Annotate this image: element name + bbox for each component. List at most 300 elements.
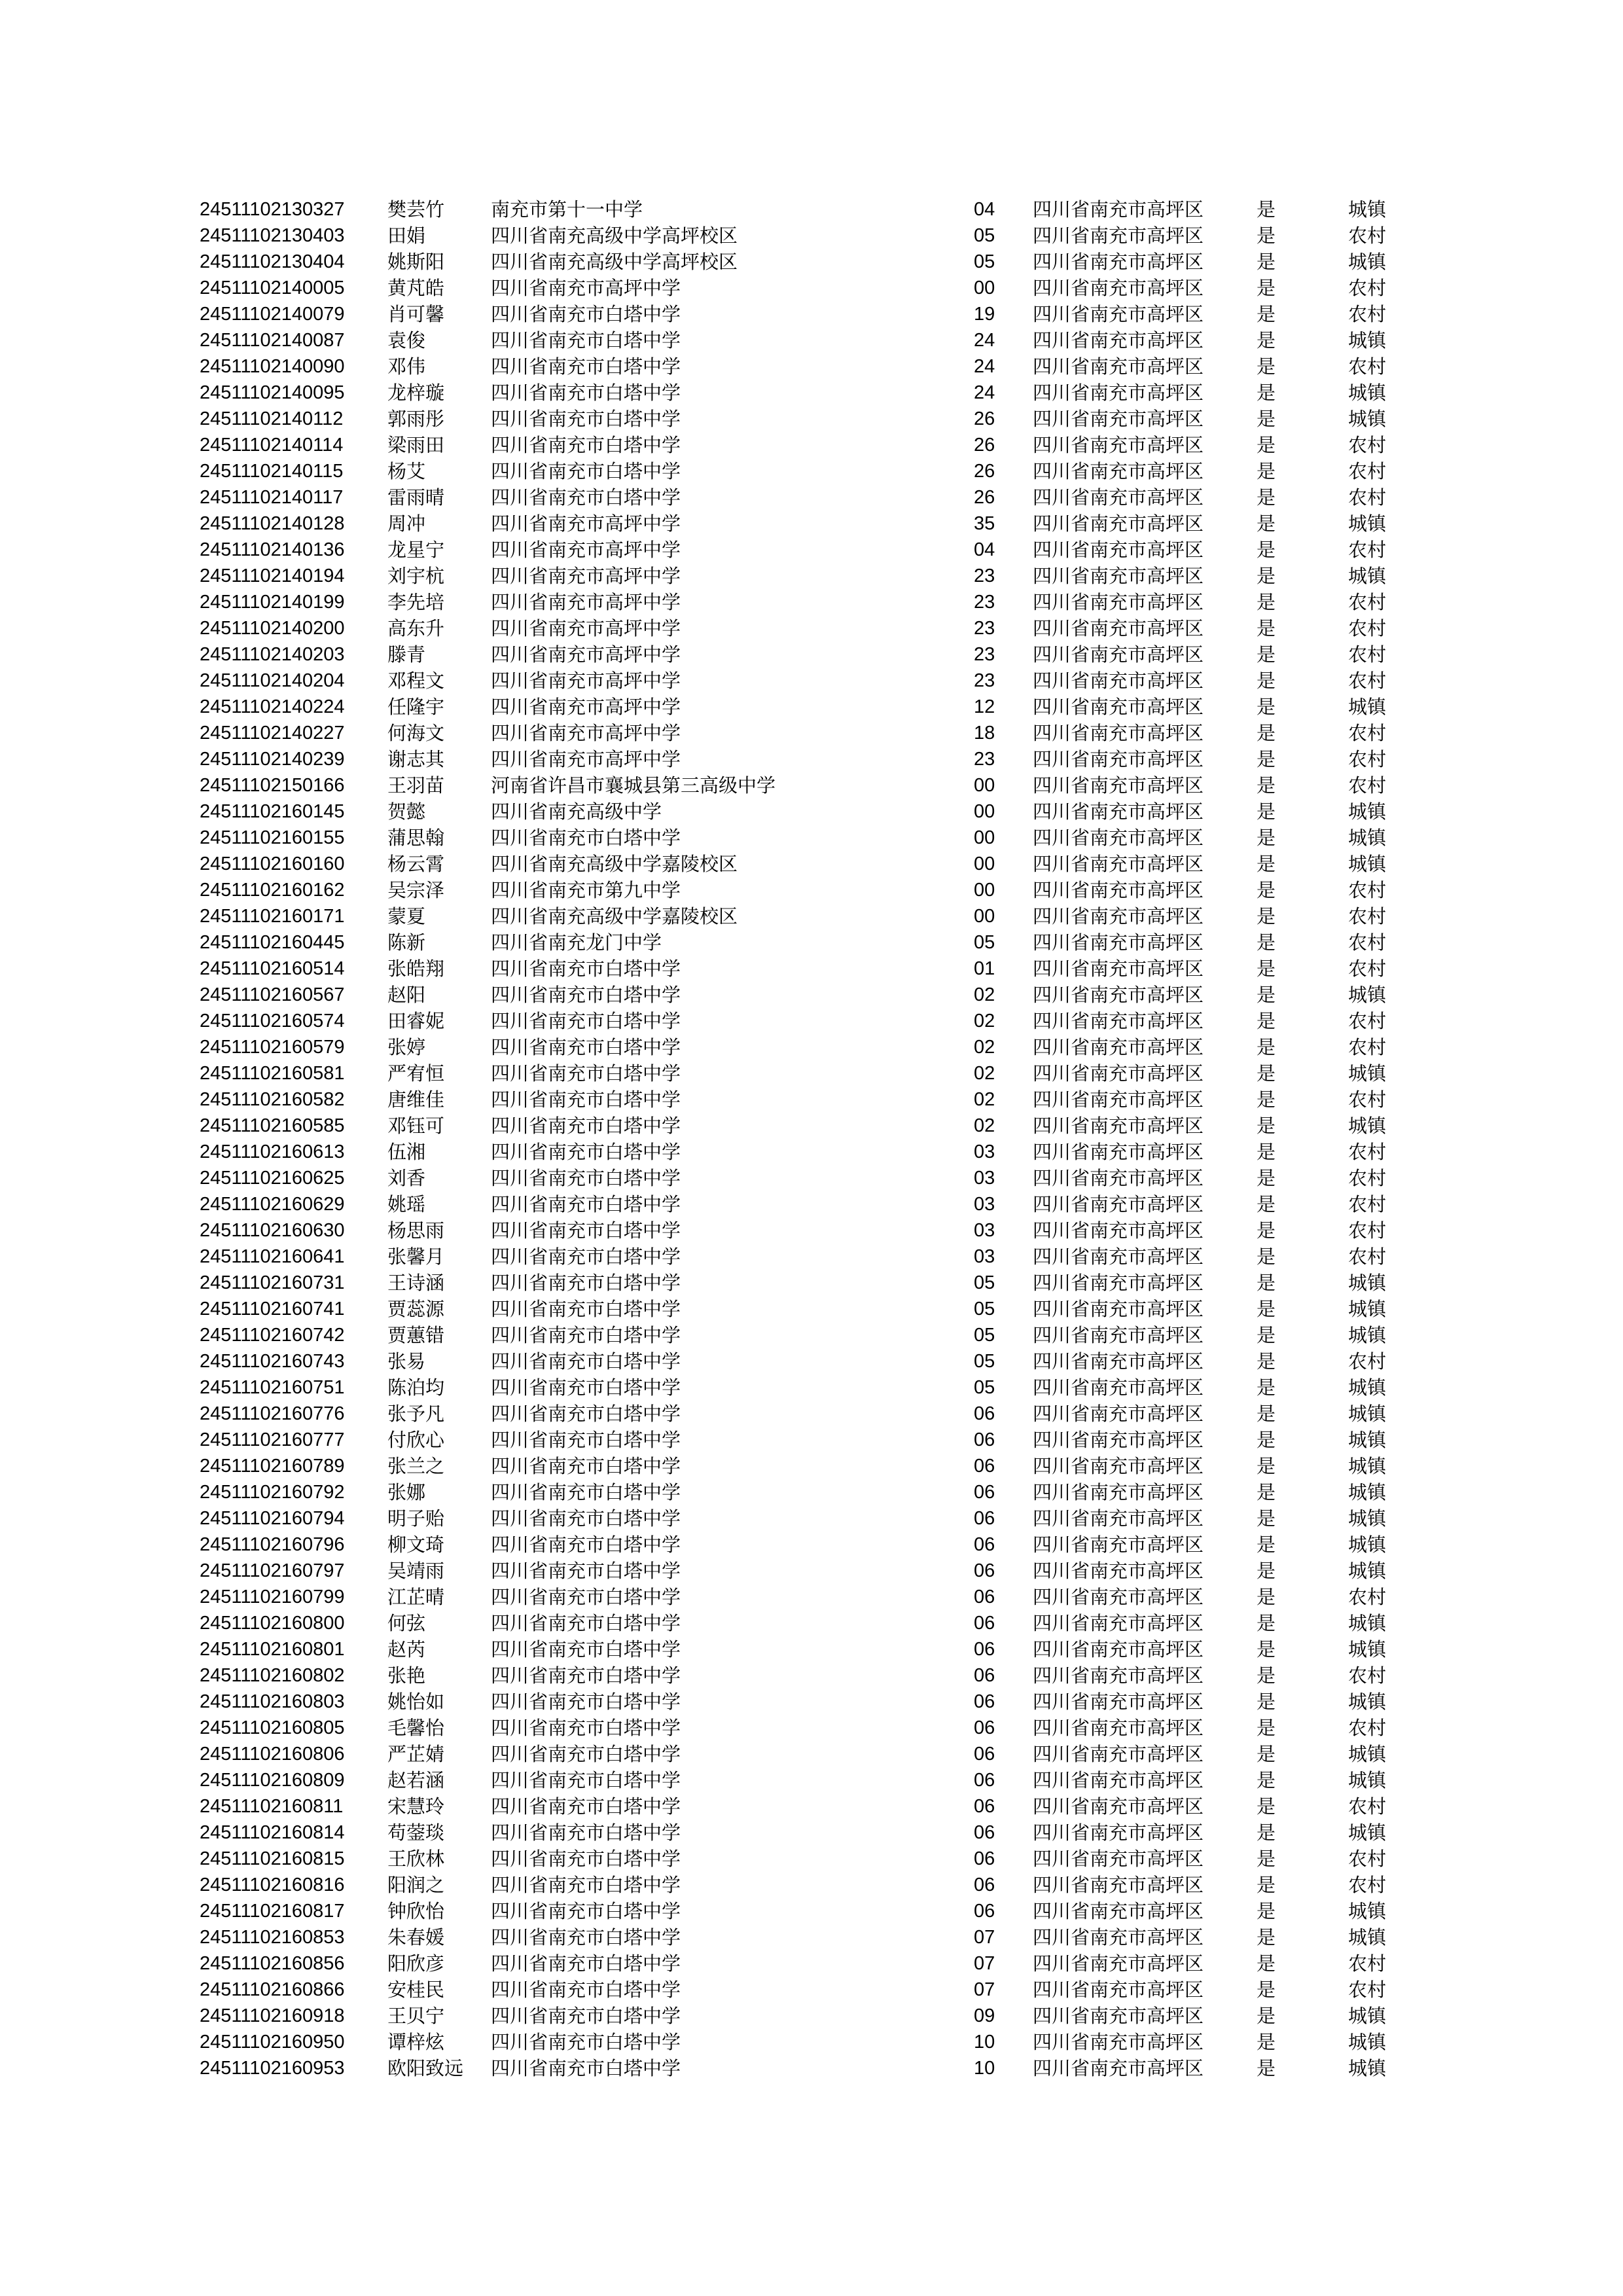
table-row [0, 668, 1623, 694]
exam-id-cell: 24511102140115 [200, 461, 344, 482]
table-row [0, 1584, 1623, 1610]
eligible-flag-cell: 是 [1257, 2057, 1276, 2079]
exam-id-cell: 24511102160953 [200, 2058, 345, 2079]
residence-type-cell: 城镇 [1348, 2031, 1387, 2053]
table-row [0, 223, 1623, 249]
exam-id-cell: 24511102160811 [200, 1796, 344, 1817]
student-name-cell: 滕青 [387, 643, 426, 666]
region-cell: 四川省南充市高坪区 [1033, 774, 1204, 797]
class-code-cell: 05 [974, 1299, 995, 1319]
class-code-cell: 19 [974, 304, 995, 325]
table-row [0, 746, 1623, 772]
class-code-cell: 06 [974, 1874, 995, 1895]
table-row [0, 1244, 1623, 1270]
region-cell: 四川省南充市高坪区 [1033, 2031, 1204, 2053]
school-name-cell: 四川省南充市高坪中学 [491, 565, 681, 587]
class-code-cell: 04 [974, 539, 995, 560]
residence-type-cell: 农村 [1348, 748, 1387, 770]
region-cell: 四川省南充市高坪区 [1033, 617, 1204, 639]
eligible-flag-cell: 是 [1257, 591, 1276, 613]
class-code-cell: 06 [974, 1534, 995, 1555]
student-name-cell: 欧阳致远 [387, 2057, 464, 2079]
student-name-cell: 赵若涵 [387, 1769, 445, 1791]
eligible-flag-cell: 是 [1257, 565, 1276, 587]
school-name-cell: 四川省南充市白塔中学 [491, 1900, 681, 1922]
class-code-cell: 00 [974, 775, 995, 796]
class-code-cell: 26 [974, 461, 995, 482]
exam-id-cell: 24511102160613 [200, 1141, 345, 1162]
region-cell: 四川省南充市高坪区 [1033, 905, 1204, 927]
exam-id-cell: 24511102160789 [200, 1456, 345, 1477]
eligible-flag-cell: 是 [1257, 1900, 1276, 1922]
student-name-cell: 陈新 [387, 931, 426, 954]
eligible-flag-cell: 是 [1257, 1743, 1276, 1765]
exam-id-cell: 24511102160731 [200, 1272, 345, 1293]
table-row [0, 275, 1623, 301]
student-name-cell: 陈泊均 [387, 1376, 445, 1399]
class-code-cell: 26 [974, 435, 995, 456]
exam-id-cell: 24511102160742 [200, 1325, 345, 1346]
class-code-cell: 09 [974, 2005, 995, 2026]
school-name-cell: 四川省南充市白塔中学 [491, 1874, 681, 1896]
eligible-flag-cell: 是 [1257, 1193, 1276, 1215]
school-name-cell: 四川省南充市高坪中学 [491, 696, 681, 718]
table-row [0, 720, 1623, 746]
school-name-cell: 四川省南充市白塔中学 [491, 1795, 681, 1818]
region-cell: 四川省南充市高坪区 [1033, 1272, 1204, 1294]
table-row [0, 825, 1623, 851]
school-name-cell: 四川省南充市白塔中学 [491, 434, 681, 456]
table-row [0, 1191, 1623, 1217]
residence-type-cell: 城镇 [1348, 329, 1387, 351]
class-code-cell: 02 [974, 984, 995, 1005]
class-code-cell: 23 [974, 592, 995, 613]
table-row [0, 1086, 1623, 1113]
class-code-cell: 24 [974, 382, 995, 403]
eligible-flag-cell: 是 [1257, 670, 1276, 692]
table-row [0, 772, 1623, 798]
region-cell: 四川省南充市高坪区 [1033, 1246, 1204, 1268]
exam-id-cell: 24511102160799 [200, 1587, 345, 1607]
school-name-cell: 四川省南充市白塔中学 [491, 1534, 681, 1556]
class-code-cell: 03 [974, 1246, 995, 1267]
eligible-flag-cell: 是 [1257, 722, 1276, 744]
region-cell: 四川省南充市高坪区 [1033, 251, 1204, 273]
school-name-cell: 四川省南充市白塔中学 [491, 1403, 681, 1425]
table-row [0, 1401, 1623, 1427]
table-row [0, 1689, 1623, 1715]
table-row [0, 1348, 1623, 1374]
student-name-cell: 龙梓璇 [387, 382, 445, 404]
school-name-cell: 四川省南充高级中学高坪校区 [491, 224, 738, 247]
residence-type-cell: 农村 [1348, 1036, 1387, 1058]
table-row [0, 1872, 1623, 1898]
table-row [0, 196, 1623, 223]
eligible-flag-cell: 是 [1257, 1455, 1276, 1477]
student-name-cell: 明子贻 [387, 1507, 445, 1530]
table-row [0, 301, 1623, 327]
student-name-cell: 安桂民 [387, 1979, 445, 2001]
class-code-cell: 06 [974, 1901, 995, 1922]
table-row [0, 1479, 1623, 1505]
exam-id-cell: 24511102140079 [200, 304, 345, 325]
exam-id-cell: 24511102130404 [200, 251, 345, 272]
region-cell: 四川省南充市高坪区 [1033, 670, 1204, 692]
residence-type-cell: 城镇 [1348, 1324, 1387, 1346]
table-row [0, 563, 1623, 589]
eligible-flag-cell: 是 [1257, 1717, 1276, 1739]
exam-id-cell: 24511102160809 [200, 1770, 345, 1791]
residence-type-cell: 农村 [1348, 643, 1387, 666]
region-cell: 四川省南充市高坪区 [1033, 1952, 1204, 1975]
exam-id-cell: 24511102140117 [200, 487, 344, 508]
student-name-cell: 袁俊 [387, 329, 426, 351]
region-cell: 四川省南充市高坪区 [1033, 931, 1204, 954]
eligible-flag-cell: 是 [1257, 1874, 1276, 1896]
eligible-flag-cell: 是 [1257, 434, 1276, 456]
school-name-cell: 四川省南充市白塔中学 [491, 1952, 681, 1975]
eligible-flag-cell: 是 [1257, 1246, 1276, 1268]
residence-type-cell: 城镇 [1348, 382, 1387, 404]
class-code-cell: 07 [974, 1927, 995, 1948]
class-code-cell: 06 [974, 1482, 995, 1503]
school-name-cell: 四川省南充市高坪中学 [491, 539, 681, 561]
region-cell: 四川省南充市高坪区 [1033, 565, 1204, 587]
table-row [0, 1950, 1623, 1977]
eligible-flag-cell: 是 [1257, 1507, 1276, 1530]
school-name-cell: 四川省南充市高坪中学 [491, 277, 681, 299]
residence-type-cell: 农村 [1348, 486, 1387, 509]
eligible-flag-cell: 是 [1257, 1795, 1276, 1818]
class-code-cell: 03 [974, 1168, 995, 1189]
school-name-cell: 四川省南充市白塔中学 [491, 1481, 681, 1503]
region-cell: 四川省南充市高坪区 [1033, 1560, 1204, 1582]
eligible-flag-cell: 是 [1257, 512, 1276, 535]
school-name-cell: 四川省南充高级中学嘉陵校区 [491, 853, 738, 875]
student-name-cell: 樊芸竹 [387, 198, 445, 221]
residence-type-cell: 城镇 [1348, 251, 1387, 273]
region-cell: 四川省南充市高坪区 [1033, 853, 1204, 875]
exam-id-cell: 24511102160629 [200, 1194, 345, 1215]
table-row [0, 1296, 1623, 1322]
school-name-cell: 四川省南充市白塔中学 [491, 1167, 681, 1189]
exam-id-cell: 24511102160802 [200, 1665, 345, 1686]
exam-id-cell: 24511102140204 [200, 670, 345, 691]
school-name-cell: 四川省南充市白塔中学 [491, 1429, 681, 1451]
table-row [0, 929, 1623, 956]
exam-id-cell: 24511102140090 [200, 356, 345, 377]
region-cell: 四川省南充市高坪区 [1033, 1350, 1204, 1372]
residence-type-cell: 城镇 [1348, 2005, 1387, 2027]
eligible-flag-cell: 是 [1257, 1481, 1276, 1503]
residence-type-cell: 农村 [1348, 1088, 1387, 1111]
class-code-cell: 26 [974, 408, 995, 429]
eligible-flag-cell: 是 [1257, 1167, 1276, 1189]
school-name-cell: 四川省南充市白塔中学 [491, 1062, 681, 1085]
class-code-cell: 06 [974, 1744, 995, 1765]
school-name-cell: 四川省南充市白塔中学 [491, 1036, 681, 1058]
table-row [0, 406, 1623, 432]
region-cell: 四川省南充市高坪区 [1033, 1612, 1204, 1634]
class-code-cell: 05 [974, 1377, 995, 1398]
table-row [0, 1846, 1623, 1872]
school-name-cell: 四川省南充市白塔中学 [491, 1115, 681, 1137]
school-name-cell: 四川省南充市白塔中学 [491, 1979, 681, 2001]
eligible-flag-cell: 是 [1257, 1612, 1276, 1634]
class-code-cell: 02 [974, 1089, 995, 1110]
region-cell: 四川省南充市高坪区 [1033, 591, 1204, 613]
exam-id-cell: 24511102160918 [200, 2005, 345, 2026]
school-name-cell: 四川省南充市白塔中学 [491, 1560, 681, 1582]
eligible-flag-cell: 是 [1257, 1534, 1276, 1556]
student-name-cell: 张皓翔 [387, 958, 445, 980]
residence-type-cell: 城镇 [1348, 1115, 1387, 1137]
table-row [0, 537, 1623, 563]
eligible-flag-cell: 是 [1257, 1010, 1276, 1032]
student-name-cell: 姚怡如 [387, 1691, 445, 1713]
residence-type-cell: 农村 [1348, 1979, 1387, 2001]
class-code-cell: 05 [974, 251, 995, 272]
student-name-cell: 朱春媛 [387, 1926, 445, 1948]
eligible-flag-cell: 是 [1257, 1821, 1276, 1844]
table-row [0, 903, 1623, 929]
residence-type-cell: 农村 [1348, 1586, 1387, 1608]
eligible-flag-cell: 是 [1257, 958, 1276, 980]
table-row [0, 1139, 1623, 1165]
residence-type-cell: 农村 [1348, 277, 1387, 299]
school-name-cell: 四川省南充市白塔中学 [491, 1926, 681, 1948]
student-name-cell: 严宥恒 [387, 1062, 445, 1085]
student-name-cell: 苟蓥琰 [387, 1821, 445, 1844]
exam-id-cell: 24511102160815 [200, 1848, 345, 1869]
exam-id-cell: 24511102160777 [200, 1429, 345, 1450]
student-name-cell: 毛馨怡 [387, 1717, 445, 1739]
class-code-cell: 00 [974, 827, 995, 848]
region-cell: 四川省南充市高坪区 [1033, 1821, 1204, 1844]
table-row [0, 1165, 1623, 1191]
exam-id-cell: 24511102130327 [200, 199, 345, 220]
table-row [0, 851, 1623, 877]
region-cell: 四川省南充市高坪区 [1033, 1507, 1204, 1530]
school-name-cell: 四川省南充市白塔中学 [491, 408, 681, 430]
eligible-flag-cell: 是 [1257, 748, 1276, 770]
residence-type-cell: 城镇 [1348, 984, 1387, 1006]
student-name-cell: 付欣心 [387, 1429, 445, 1451]
school-name-cell: 四川省南充市白塔中学 [491, 1141, 681, 1163]
region-cell: 四川省南充市高坪区 [1033, 303, 1204, 325]
exam-id-cell: 24511102160817 [200, 1901, 345, 1922]
exam-id-cell: 24511102160853 [200, 1927, 345, 1948]
exam-id-cell: 24511102160160 [200, 853, 345, 874]
residence-type-cell: 城镇 [1348, 1926, 1387, 1948]
residence-type-cell: 农村 [1348, 879, 1387, 901]
table-row [0, 956, 1623, 982]
exam-id-cell: 24511102140005 [200, 278, 345, 298]
exam-id-cell: 24511102160579 [200, 1037, 345, 1058]
region-cell: 四川省南充市高坪区 [1033, 1010, 1204, 1032]
residence-type-cell: 农村 [1348, 1350, 1387, 1372]
table-row [0, 1741, 1623, 1767]
exam-id-cell: 24511102140199 [200, 592, 345, 613]
exam-id-cell: 24511102140114 [200, 435, 344, 456]
class-code-cell: 24 [974, 356, 995, 377]
region-cell: 四川省南充市高坪区 [1033, 1062, 1204, 1085]
table-row [0, 1453, 1623, 1479]
school-name-cell: 四川省南充市高坪中学 [491, 617, 681, 639]
school-name-cell: 四川省南充市第九中学 [491, 879, 681, 901]
school-name-cell: 四川省南充市白塔中学 [491, 984, 681, 1006]
school-name-cell: 四川省南充市白塔中学 [491, 1193, 681, 1215]
school-name-cell: 四川省南充高级中学嘉陵校区 [491, 905, 738, 927]
exam-id-cell: 24511102160581 [200, 1063, 345, 1084]
school-name-cell: 四川省南充市高坪中学 [491, 512, 681, 535]
student-name-cell: 杨思雨 [387, 1219, 445, 1242]
student-name-cell: 张兰之 [387, 1455, 445, 1477]
class-code-cell: 24 [974, 330, 995, 351]
school-name-cell: 四川省南充市高坪中学 [491, 748, 681, 770]
residence-type-cell: 农村 [1348, 1874, 1387, 1896]
region-cell: 四川省南充市高坪区 [1033, 827, 1204, 849]
residence-type-cell: 农村 [1348, 1952, 1387, 1975]
region-cell: 四川省南充市高坪区 [1033, 355, 1204, 378]
residence-type-cell: 城镇 [1348, 1429, 1387, 1451]
residence-type-cell: 农村 [1348, 1219, 1387, 1242]
student-name-cell: 王诗涵 [387, 1272, 445, 1294]
region-cell: 四川省南充市高坪区 [1033, 1795, 1204, 1818]
table-row [0, 1505, 1623, 1532]
school-name-cell: 四川省南充市白塔中学 [491, 460, 681, 482]
eligible-flag-cell: 是 [1257, 617, 1276, 639]
school-name-cell: 四川省南充市白塔中学 [491, 1769, 681, 1791]
exam-id-cell: 24511102160801 [200, 1639, 345, 1660]
residence-type-cell: 城镇 [1348, 1612, 1387, 1634]
student-name-cell: 田睿妮 [387, 1010, 445, 1032]
eligible-flag-cell: 是 [1257, 1560, 1276, 1582]
class-code-cell: 00 [974, 880, 995, 901]
table-row [0, 2003, 1623, 2029]
residence-type-cell: 城镇 [1348, 1691, 1387, 1713]
student-name-cell: 龙星宁 [387, 539, 445, 561]
student-name-cell: 姚瑶 [387, 1193, 426, 1215]
region-cell: 四川省南充市高坪区 [1033, 512, 1204, 535]
residence-type-cell: 城镇 [1348, 512, 1387, 535]
region-cell: 四川省南充市高坪区 [1033, 1848, 1204, 1870]
student-name-cell: 邓程文 [387, 670, 445, 692]
exam-id-cell: 24511102140224 [200, 696, 345, 717]
class-code-cell: 06 [974, 1403, 995, 1424]
region-cell: 四川省南充市高坪区 [1033, 1481, 1204, 1503]
region-cell: 四川省南充市高坪区 [1033, 800, 1204, 823]
residence-type-cell: 农村 [1348, 722, 1387, 744]
class-code-cell: 05 [974, 1272, 995, 1293]
student-name-cell: 伍湘 [387, 1141, 426, 1163]
school-name-cell: 四川省南充市白塔中学 [491, 1088, 681, 1111]
table-row [0, 1322, 1623, 1348]
region-cell: 四川省南充市高坪区 [1033, 643, 1204, 666]
eligible-flag-cell: 是 [1257, 539, 1276, 561]
class-code-cell: 18 [974, 723, 995, 744]
school-name-cell: 四川省南充市白塔中学 [491, 1743, 681, 1765]
eligible-flag-cell: 是 [1257, 198, 1276, 221]
school-name-cell: 四川省南充市白塔中学 [491, 1848, 681, 1870]
eligible-flag-cell: 是 [1257, 1664, 1276, 1687]
school-name-cell: 四川省南充市白塔中学 [491, 1821, 681, 1844]
table-row [0, 1060, 1623, 1086]
exam-id-cell: 24511102140239 [200, 749, 345, 770]
exam-id-cell: 24511102160950 [200, 2032, 345, 2053]
exam-id-cell: 24511102140128 [200, 513, 345, 534]
table-row [0, 589, 1623, 615]
class-code-cell: 03 [974, 1194, 995, 1215]
class-code-cell: 07 [974, 1979, 995, 2000]
school-name-cell: 四川省南充市白塔中学 [491, 2031, 681, 2053]
class-code-cell: 23 [974, 670, 995, 691]
residence-type-cell: 城镇 [1348, 1769, 1387, 1791]
student-name-cell: 赵阳 [387, 984, 426, 1006]
school-name-cell: 四川省南充市白塔中学 [491, 355, 681, 378]
school-name-cell: 四川省南充市白塔中学 [491, 1350, 681, 1372]
region-cell: 四川省南充市高坪区 [1033, 1115, 1204, 1137]
region-cell: 四川省南充市高坪区 [1033, 1455, 1204, 1477]
residence-type-cell: 城镇 [1348, 2057, 1387, 2079]
student-name-cell: 严芷婧 [387, 1743, 445, 1765]
residence-type-cell: 城镇 [1348, 1821, 1387, 1844]
student-name-cell: 张易 [387, 1350, 426, 1372]
region-cell: 四川省南充市高坪区 [1033, 1298, 1204, 1320]
region-cell: 四川省南充市高坪区 [1033, 434, 1204, 456]
table-row [0, 458, 1623, 484]
table-row [0, 641, 1623, 668]
table-row [0, 1113, 1623, 1139]
school-name-cell: 四川省南充市白塔中学 [491, 1664, 681, 1687]
class-code-cell: 23 [974, 749, 995, 770]
exam-id-cell: 24511102160162 [200, 880, 345, 901]
region-cell: 四川省南充市高坪区 [1033, 1167, 1204, 1189]
region-cell: 四川省南充市高坪区 [1033, 1219, 1204, 1242]
residence-type-cell: 城镇 [1348, 1560, 1387, 1582]
table-row [0, 2055, 1623, 2081]
eligible-flag-cell: 是 [1257, 1586, 1276, 1608]
table-row [0, 432, 1623, 458]
student-name-cell: 雷雨晴 [387, 486, 445, 509]
student-name-cell: 吴宗泽 [387, 879, 445, 901]
class-code-cell: 02 [974, 1011, 995, 1031]
residence-type-cell: 城镇 [1348, 696, 1387, 718]
eligible-flag-cell: 是 [1257, 853, 1276, 875]
student-name-cell: 王羽苗 [387, 774, 445, 797]
student-name-cell: 张娜 [387, 1481, 426, 1503]
residence-type-cell: 农村 [1348, 539, 1387, 561]
region-cell: 四川省南充市高坪区 [1033, 1664, 1204, 1687]
record-table [0, 196, 1623, 2081]
residence-type-cell: 城镇 [1348, 1481, 1387, 1503]
student-name-cell: 周冲 [387, 512, 426, 535]
class-code-cell: 06 [974, 1691, 995, 1712]
student-name-cell: 贾蕙错 [387, 1324, 445, 1346]
exam-id-cell: 24511102160806 [200, 1744, 345, 1765]
eligible-flag-cell: 是 [1257, 1769, 1276, 1791]
exam-id-cell: 24511102160585 [200, 1115, 345, 1136]
eligible-flag-cell: 是 [1257, 303, 1276, 325]
student-name-cell: 邓伟 [387, 355, 426, 378]
exam-id-cell: 24511102140203 [200, 644, 345, 665]
table-row [0, 1767, 1623, 1793]
eligible-flag-cell: 是 [1257, 1088, 1276, 1111]
residence-type-cell: 城镇 [1348, 1062, 1387, 1085]
eligible-flag-cell: 是 [1257, 1926, 1276, 1948]
student-name-cell: 谢志其 [387, 748, 445, 770]
region-cell: 四川省南充市高坪区 [1033, 486, 1204, 509]
